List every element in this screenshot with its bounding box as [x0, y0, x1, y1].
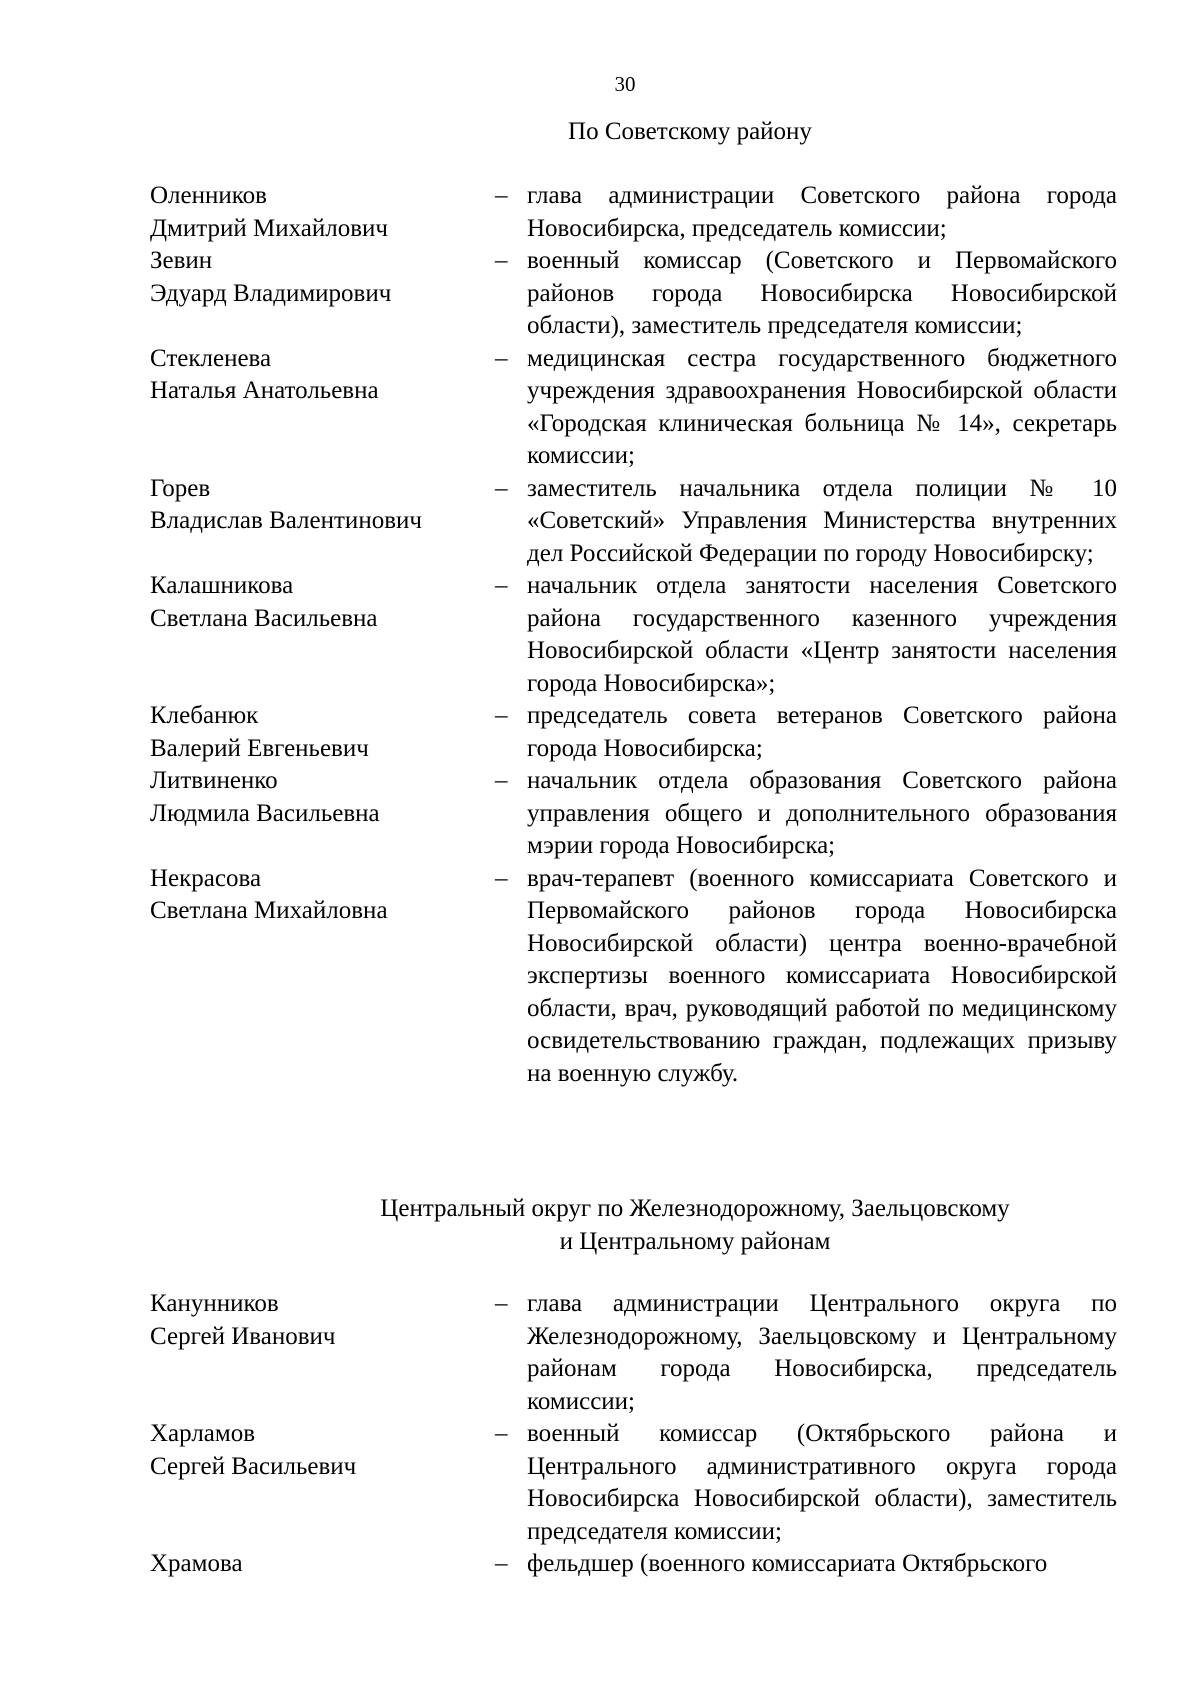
section-title: По Советскому району — [568, 118, 812, 145]
member-row — [150, 245, 1150, 343]
section-title-line-1: Центральный округ по Железнодорожному, Заельцовскому — [380, 1195, 1010, 1222]
member-name — [150, 1288, 495, 1418]
member-given-name: Наталья Анатольевна — [150, 377, 379, 404]
member-row — [150, 180, 1150, 245]
member-role: заместитель начальника отдела полиции № 10 «Советский» Управления Министерства внутренних дел Российской Федерации по городу Новосибирску; — [527, 474, 1117, 567]
member-row — [150, 765, 1150, 863]
dash: – — [495, 1550, 508, 1577]
member-name — [150, 245, 495, 343]
member-row — [150, 863, 1150, 1091]
member-surname: Горев — [150, 474, 211, 502]
member-name — [150, 180, 495, 245]
dash: – — [495, 864, 508, 892]
member-surname: Харламов — [150, 1420, 256, 1447]
member-surname: Литвиненко — [150, 767, 278, 794]
member-row — [150, 1418, 1150, 1548]
member-name — [150, 473, 495, 571]
member-role: фельдшер (военного комиссариата Октябрьского — [527, 1550, 1048, 1577]
member-given-name: Светлана Михайловна — [150, 897, 388, 924]
dash: – — [495, 702, 508, 729]
member-row — [150, 473, 1150, 571]
section-sovetsky — [150, 180, 1150, 1090]
member-role: председатель совета ветеранов Советского района города Новосибирска; — [527, 702, 1117, 762]
member-name — [150, 765, 495, 863]
page-number: 30 — [614, 72, 636, 96]
member-given-name: Эдуард Владимирович — [150, 279, 392, 307]
member-name — [150, 700, 495, 765]
member-name — [150, 343, 495, 473]
dash: – — [495, 767, 508, 794]
member-row — [150, 1548, 1150, 1581]
member-surname: Зевин — [150, 247, 213, 274]
member-role: начальник отдела занятости населения Советского района государственного казенного учреждения Новосибирской области «Центр занятости населения города Новосибирска»; — [527, 572, 1117, 697]
member-role: военный комиссар (Октябрьского района и Центрального административного округа города Новосибирска Новосибирской области), заместитель председателя комиссии; — [527, 1420, 1117, 1545]
member-row — [150, 570, 1150, 700]
member-row — [150, 700, 1150, 765]
section-title-line-2: и Центральному районам — [559, 1227, 831, 1255]
member-given-name: Дмитрий Михайлович — [150, 214, 388, 242]
member-row — [150, 343, 1150, 473]
member-given-name: Сергей Васильевич — [150, 1452, 357, 1480]
member-role: глава администрации Центрального округа по Железнодорожному, Заельцовскому и Центральному районам города Новосибирска, председатель комиссии; — [527, 1290, 1117, 1415]
member-given-name: Людмила Васильевна — [150, 799, 380, 827]
member-role: глава администрации Советского района города Новосибирска, председатель комиссии; — [527, 182, 1117, 242]
member-name — [150, 570, 495, 700]
member-given-name: Владислав Валентинович — [150, 507, 422, 534]
member-given-name: Сергей Иванович — [150, 1322, 336, 1350]
member-row — [150, 1288, 1150, 1418]
dash: – — [495, 572, 508, 599]
section-central — [150, 1288, 1150, 1581]
member-name — [150, 1548, 495, 1581]
section-heading-central — [195, 1193, 1195, 1258]
member-role: врач-терапевт (военного комиссариата Советского и Первомайского районов города Новосибирска Новосибирской области) центра военно-врачебной экспертизы военного комиссариата Новосибирской области, врач, руководящий работой по медицинскому освидетельствованию граждан, подлежащих призыву на военную службу. — [527, 864, 1117, 1087]
member-name — [150, 1418, 495, 1548]
member-given-name: Валерий Евгеньевич — [150, 734, 369, 762]
dash: – — [495, 247, 508, 274]
member-surname: Калашникова — [150, 572, 294, 599]
member-role: медицинская сестра государственного бюджетного учреждения здравоохранения Новосибирской области «Городская клиническая больница № 14», секретарь комиссии; — [527, 344, 1117, 469]
member-surname: Клебанюк — [150, 702, 259, 729]
dash: – — [495, 1290, 508, 1317]
member-role: военный комиссар (Советского и Первомайского районов города Новосибирска Новосибирской области), заместитель председателя комиссии; — [527, 247, 1117, 339]
dash: – — [495, 1420, 508, 1447]
member-given-name: Светлана Васильевна — [150, 604, 378, 632]
dash: – — [495, 182, 508, 209]
dash: – — [495, 344, 508, 372]
member-surname: Некрасова — [150, 864, 262, 892]
member-surname: Стекленева — [150, 344, 272, 372]
member-name — [150, 863, 495, 1091]
member-surname: Канунников — [150, 1290, 279, 1317]
member-role: начальник отдела образования Советского района управления общего и дополнительного образования мэрии города Новосибирска; — [527, 767, 1117, 859]
member-surname: Оленников — [150, 182, 267, 209]
member-surname: Храмова — [150, 1550, 243, 1577]
section-heading-sovetsky — [190, 116, 1190, 149]
dash: – — [495, 474, 508, 502]
